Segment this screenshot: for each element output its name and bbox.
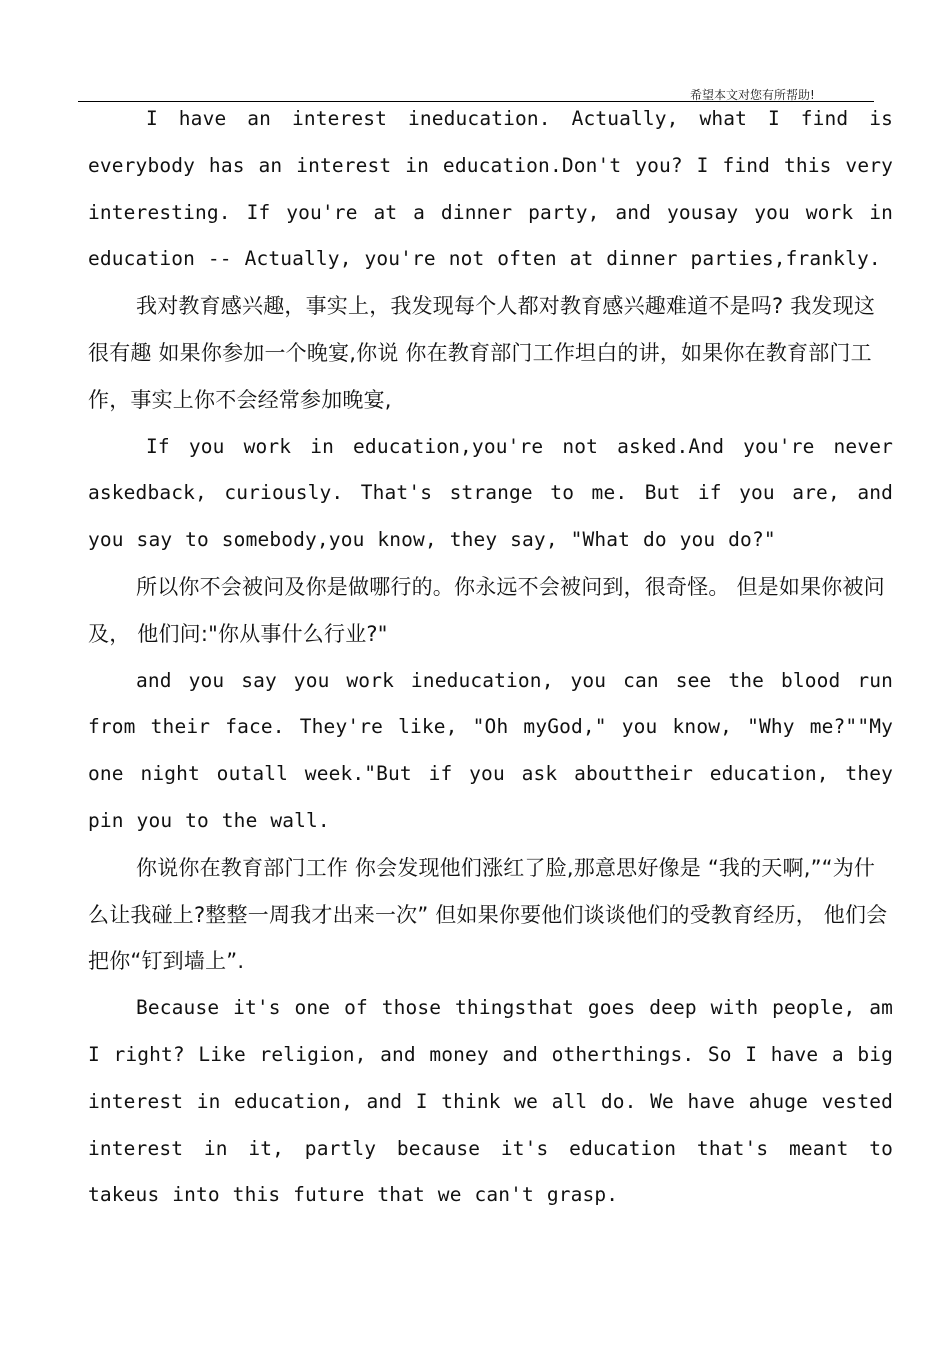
document-body (88, 96, 893, 1219)
paragraph-chinese-1: 我对教育感兴趣，事实上，我发现每个人都对教育感兴趣难道不是吗? 我发现这很有趣 如果你参加一个晚宴,你说 你在教育部门工作坦白的讲，如果你在教育部门工作，事实上你不会经常参加晚宴, (88, 294, 876, 412)
paragraph-english-3: and you say you work ineducation, you can see the blood run from their face. They're like, "Oh myGod," you know, "Why me?""My one night outall week."But if you ask abouttheir education, they pin you to the wall. (88, 668, 893, 832)
paragraph-chinese-3: 你说你在教育部门工作 你会发现他们涨红了脸,那意思好像是 “我的天啊,”“为什么让我碰上?整整一周我才出来一次” 但如果你要他们谈谈他们的受教育经历， 他们会把你“钉到墙上”. (88, 855, 888, 974)
paragraph-english-1: I have an interest ineducation. Actually, what I find is everybody has an interest in education.Don't you? I find this very interesting. If you're at a dinner party, and yousay you work in education -- Actually, you're not often at dinner parties,frankly. (88, 107, 893, 271)
paragraph-english-2: If you work in education,you're not asked.And you're never askedback, curiously. That's strange to me. But if you are, and you say to somebody,you know, they say, "What do you do?" (88, 434, 893, 552)
paragraph-english-4: Because it's one of those thingsthat goes deep with people, am I right? Like religion, and money and otherthings. So I have a big interest in education, and I think we all do. We have ahuge vested interest in it, partly because it's education that's meant to takeus into this future that we can't grasp. (88, 996, 893, 1207)
header-note: 希望本文对您有所帮助! (690, 88, 815, 102)
paragraph-chinese-2: 所以你不会被问及你是做哪行的。你永远不会被问到，很奇怪。 但是如果你被问及， 他们问:"你从事什么行业?" (88, 574, 885, 646)
